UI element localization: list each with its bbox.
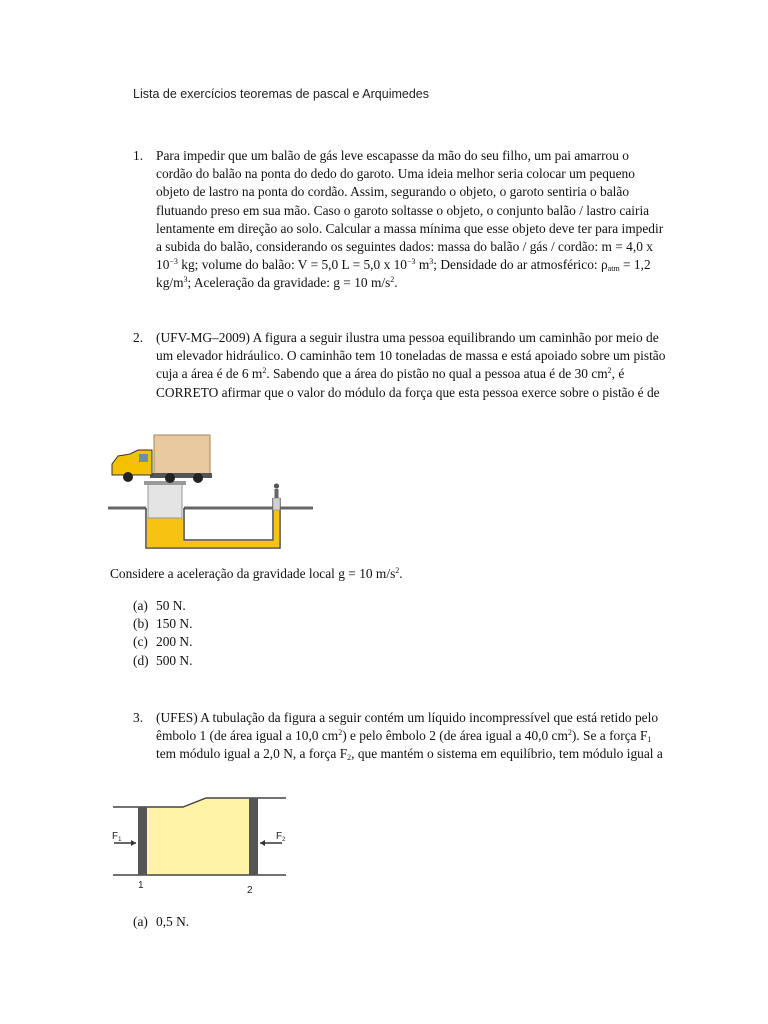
piston-2-label: 2 bbox=[247, 885, 253, 896]
question-3-text: (UFES) A tubulação da figura a seguir contém um líquido incompressível que está retido pelo êmbolo 1 (de área igual a 10,0 $cm^2$) e pelo êmbolo 2 (de área igual a 40,0 $cm^2$). Se a força $F_1$ tem módulo igual a 2,0 N, a força $F_2$, que mantém o sistema em equilíbrio, tem módulo igual a bbox=[156, 710, 663, 763]
person-head bbox=[274, 483, 279, 488]
question-2-text: (UFV-MG–2009) A figura a seguir ilustra uma pessoa equilibrando um caminhão por meio de um elevador hidráulico. O caminhão tem 10 toneladas de massa e está apoiado sobre um pistão cuja a área é de 6 $m^2$. Sabendo que a área do pistão no qual a pessoa atua é de 30 $cm^2$, é CORRETO afirmar que o valor do módulo da força que esta pessoa exerce sobre o pistão é de bbox=[156, 330, 666, 400]
question-1-text: Para impedir que um balão de gás leve escapasse da mão do seu filho, um pai amarrou o cordão do balão na ponta do dedo do garoto. Uma ideia melhor seria colocar um pequeno objeto de lastro na ponta do cordão. Assim, segurando o objeto, o garoto sentiria o balão flutuando preso em sua mão. Caso o garoto soltasse o objeto, o conjunto balão / lastro cairia lentamente em direção ao solo. Calcular a massa mínima que esse objeto deve ter para impedir a subida do balão, considerando os seguintes dados: massa do balão / gás / cordão: m = 4,0 x $10^{-3}$ kg; volume do balão: V = 5,0 L = 5,0 x $10^{-3}$ $m^3$; Densidade do ar atmosférico: $\rho_{atm} = 1,2$ $kg/m^3$; Aceleração da gravidade: g = 10 $m/s^2$. bbox=[156, 148, 664, 291]
piston-2 bbox=[249, 798, 258, 875]
option-c[interactable]: (c) 200 N. bbox=[133, 634, 193, 650]
force-1-label: $F_1$ bbox=[112, 831, 122, 843]
question-1 bbox=[133, 147, 666, 293]
question-3 bbox=[133, 709, 666, 764]
large-piston bbox=[148, 484, 182, 518]
vessel-inner-outline bbox=[184, 498, 273, 540]
pipe-liquid bbox=[146, 798, 253, 875]
option-b[interactable]: (b) 150 N. bbox=[133, 616, 193, 632]
truck-wheel-rear bbox=[193, 473, 203, 483]
pipe-pistons-figure bbox=[108, 793, 292, 896]
liquid-small-column bbox=[274, 510, 280, 541]
truck-wheel-front bbox=[123, 472, 133, 482]
piston-platform bbox=[144, 481, 186, 485]
hydraulic-lift-figure bbox=[108, 430, 318, 552]
question-1-number: 1. bbox=[133, 148, 144, 163]
truck-window bbox=[139, 454, 148, 462]
gravity-note: Considere a aceleração da gravidade local g = 10 $m/s^2$. bbox=[110, 566, 403, 581]
piston-1 bbox=[138, 807, 147, 875]
person-body bbox=[275, 489, 279, 498]
option-a[interactable]: (a) 50 N. bbox=[133, 598, 186, 613]
piston-1-label: 1 bbox=[138, 880, 144, 891]
truck-cargo bbox=[154, 435, 210, 475]
force-2-arrowhead bbox=[260, 840, 265, 846]
question-3-options bbox=[133, 913, 189, 931]
option-d[interactable]: (d) 500 N. bbox=[133, 652, 193, 668]
question-2 bbox=[133, 329, 666, 402]
small-piston bbox=[273, 498, 280, 510]
truck-cab bbox=[112, 450, 152, 475]
liquid-channel bbox=[147, 541, 279, 548]
question-2-number: 2. bbox=[133, 330, 144, 345]
option-a[interactable]: (a) 0,5 N. bbox=[133, 914, 190, 929]
force-2-label: $F_2$ bbox=[276, 831, 286, 843]
truck-wheel-middle bbox=[165, 473, 175, 483]
page-title: Lista de exercícios teoremas de pascal e Arquimedes bbox=[133, 87, 429, 101]
question-3-number: 3. bbox=[133, 710, 144, 725]
force-1-arrowhead bbox=[131, 840, 136, 846]
question-2-options bbox=[133, 597, 192, 670]
